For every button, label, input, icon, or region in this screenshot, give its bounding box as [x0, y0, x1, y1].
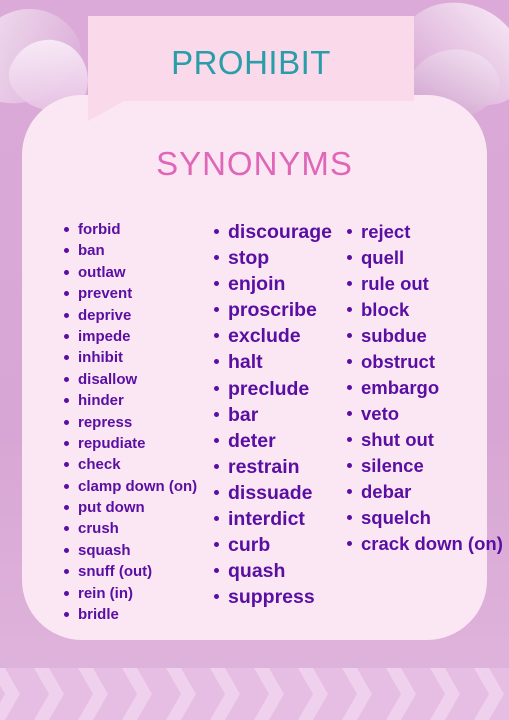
synonym-item: quell: [347, 245, 487, 271]
synonym-item: repress: [64, 412, 197, 433]
synonym-item: curb: [214, 532, 332, 558]
synonym-item: subdue: [347, 323, 487, 349]
synonym-item: put down: [64, 497, 197, 518]
synonym-item: discourage: [214, 219, 332, 245]
synonym-item: check: [64, 454, 197, 475]
chevron-shape: [166, 668, 196, 720]
chevron-shape: [254, 668, 284, 720]
synonym-column-3: [347, 219, 503, 557]
synonym-item: reject: [347, 219, 487, 245]
synonym-item: shut out: [347, 427, 487, 453]
synonym-item: outlaw: [64, 262, 197, 283]
synonym-item: rein (in): [64, 583, 197, 604]
chevron-shape: [474, 668, 504, 720]
synonym-item: crack down (on): [347, 531, 487, 557]
synonym-item: rule out: [347, 271, 487, 297]
synonym-item: restrain: [214, 454, 332, 480]
synonym-item: clamp down (on): [64, 476, 197, 497]
synonym-item: halt: [214, 349, 332, 375]
synonym-item: embargo: [347, 375, 487, 401]
synonym-item: stop: [214, 245, 332, 271]
chevron-shape: [0, 668, 20, 720]
chevron-shape: [386, 668, 416, 720]
synonym-item: preclude: [214, 376, 332, 402]
chevron-shape: [122, 668, 152, 720]
synonym-item: suppress: [214, 584, 332, 610]
synonym-item: block: [347, 297, 487, 323]
synonym-item: dissuade: [214, 480, 332, 506]
synonym-item: bridle: [64, 604, 197, 625]
chevron-shape: [210, 668, 240, 720]
synonym-item: bar: [214, 402, 332, 428]
synonym-item: snuff (out): [64, 561, 197, 582]
synonym-item: hinder: [64, 390, 197, 411]
synonym-item: debar: [347, 479, 487, 505]
synonym-item: quash: [214, 558, 332, 584]
synonym-item: exclude: [214, 323, 332, 349]
synonym-item: impede: [64, 326, 197, 347]
synonym-item: forbid: [64, 219, 197, 240]
synonym-item: deprive: [64, 305, 197, 326]
synonym-item: squelch: [347, 505, 487, 531]
synonym-item: veto: [347, 401, 487, 427]
synonym-item: enjoin: [214, 271, 332, 297]
synonym-item: crush: [64, 518, 197, 539]
synonym-column-1: [64, 219, 197, 625]
synonym-item: obstruct: [347, 349, 487, 375]
synonym-item: ban: [64, 240, 197, 261]
synonym-column-2: [214, 219, 332, 610]
synonym-item: inhibit: [64, 347, 197, 368]
section-subtitle: SYNONYMS: [156, 145, 353, 182]
synonym-item: interdict: [214, 506, 332, 532]
chevron-shape: [78, 668, 108, 720]
chevron-shape: [342, 668, 372, 720]
chevron-border-decoration: [0, 668, 509, 720]
synonym-item: repudiate: [64, 433, 197, 454]
synonym-item: squash: [64, 540, 197, 561]
chevron-shape: [298, 668, 328, 720]
page-title: PROHIBIT: [171, 44, 331, 81]
chevron-shape: [430, 668, 460, 720]
chevron-shape: [34, 668, 64, 720]
synonym-item: proscribe: [214, 297, 332, 323]
synonym-item: silence: [347, 453, 487, 479]
synonym-item: disallow: [64, 369, 197, 390]
synonym-item: prevent: [64, 283, 197, 304]
synonym-item: deter: [214, 428, 332, 454]
